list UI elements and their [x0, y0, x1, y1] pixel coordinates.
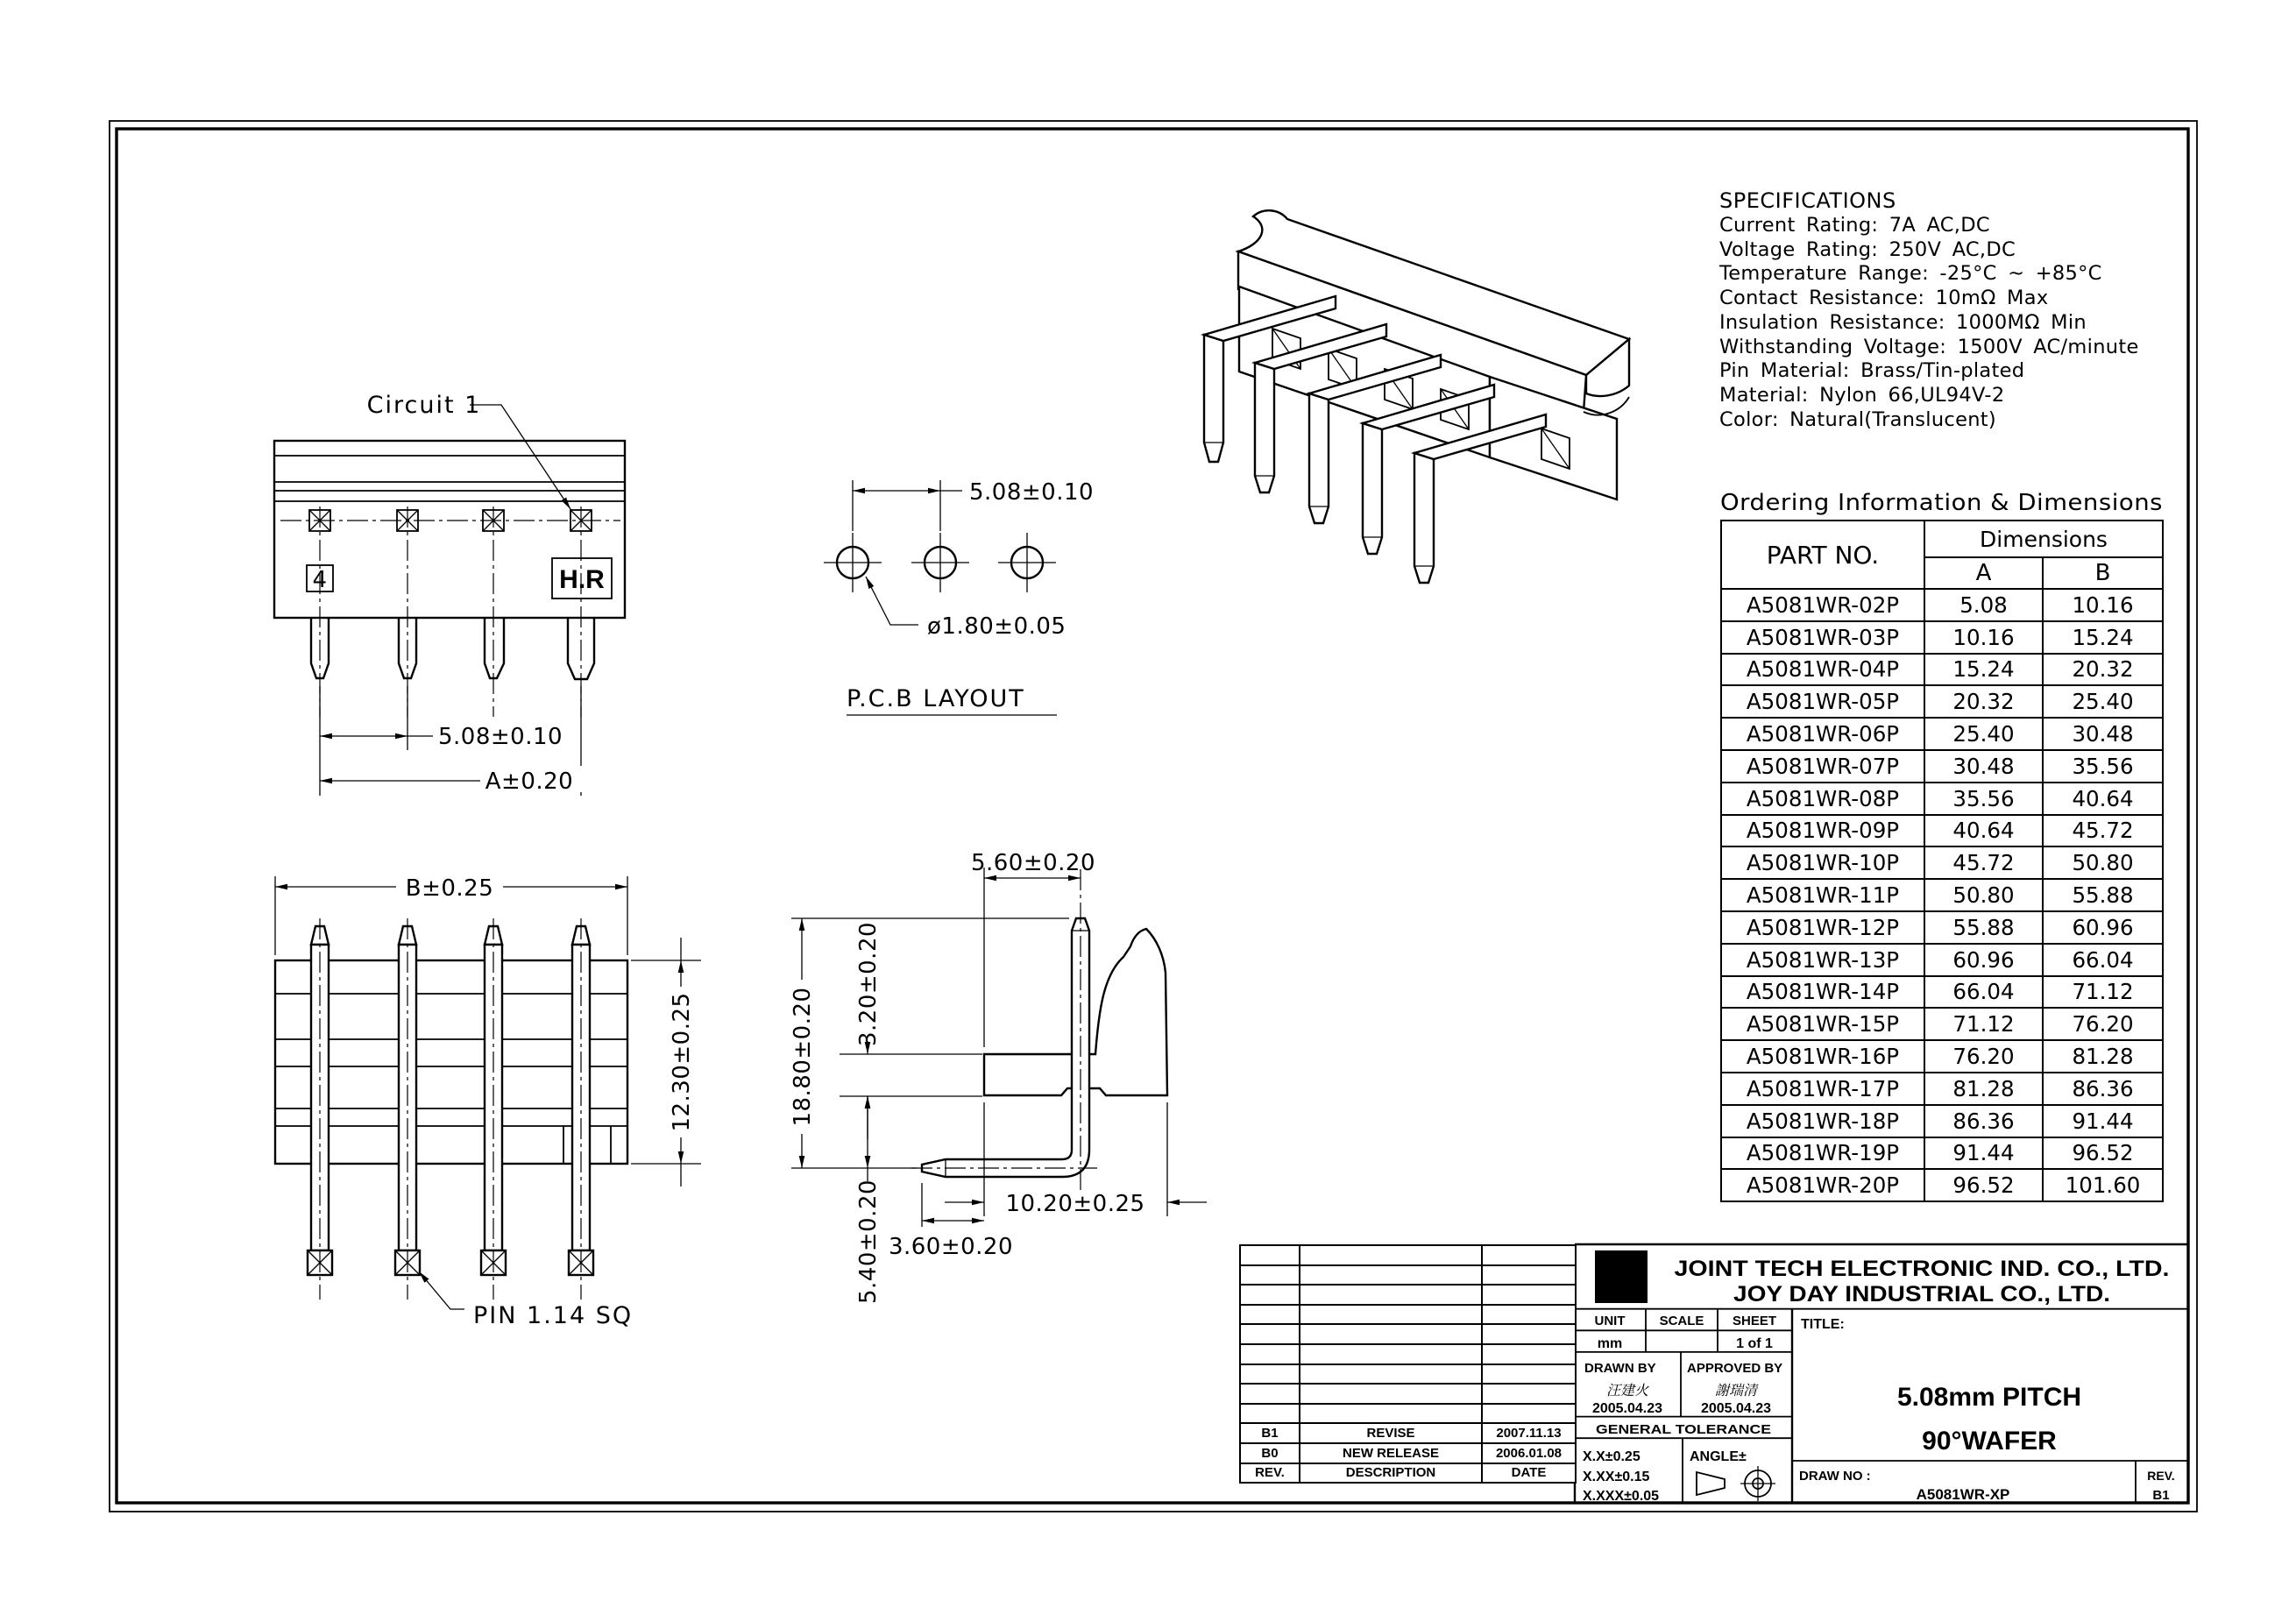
revision-date	[1482, 1245, 1576, 1265]
part-row	[1721, 1169, 2163, 1201]
revision-date: DATE	[1482, 1463, 1576, 1484]
spec-line: Withstanding Voltage: 1500V AC/minute	[1719, 335, 2139, 358]
revision-date	[1482, 1305, 1576, 1325]
dim-a-value: 50.80	[1924, 879, 2043, 911]
position-number: 4	[312, 567, 328, 593]
part-number: A5081WR-08P	[1721, 783, 1924, 815]
dim-a-value: 76.20	[1924, 1040, 2043, 1073]
revision-rev	[1240, 1344, 1300, 1364]
part-row	[1721, 750, 2163, 783]
revision-date	[1482, 1324, 1576, 1344]
drawn-by-label: DRAWN BY	[1584, 1361, 1656, 1376]
part-number: A5081WR-12P	[1721, 911, 1924, 944]
revision-date: 2007.11.13	[1482, 1423, 1576, 1443]
dim-b-value: 71.12	[2043, 976, 2163, 1009]
dim-b-value: 45.72	[2043, 815, 2163, 847]
part-number: A5081WR-14P	[1721, 976, 1924, 1009]
dim-b-value: 96.52	[2043, 1137, 2163, 1170]
part-number: A5081WR-02P	[1721, 589, 1924, 621]
dim-b-value: 40.64	[2043, 783, 2163, 815]
side-pin	[922, 918, 1089, 1177]
title-block	[1575, 1244, 2188, 1504]
pcb-dim-pitch: 5.08±0.10	[969, 479, 1095, 506]
dim-overall-height: 18.80±0.20	[790, 987, 816, 1127]
revision-row	[1240, 1285, 1576, 1305]
dim-a-value: 5.08	[1924, 589, 2043, 621]
dim-b-value: 50.80	[2043, 846, 2163, 879]
pcb-dim-hole: ø1.80±0.05	[927, 613, 1067, 640]
revision-date	[1482, 1344, 1576, 1364]
dim-overall: A±0.20	[485, 769, 574, 795]
dim-a-value: 91.44	[1924, 1137, 2043, 1170]
dim-a-value: 15.24	[1924, 654, 2043, 686]
revision-date	[1482, 1404, 1576, 1424]
revision-row	[1240, 1443, 1576, 1463]
unit-label: UNIT	[1594, 1314, 1626, 1328]
circuit-label: Circuit 1	[366, 392, 482, 419]
pcb-layout-view	[824, 479, 1094, 715]
revision-row	[1240, 1344, 1576, 1364]
part-number: A5081WR-13P	[1721, 944, 1924, 976]
part-row	[1721, 944, 2163, 976]
revision-row	[1240, 1423, 1576, 1443]
revision-rev	[1240, 1404, 1300, 1424]
dim-a-value: 60.96	[1924, 944, 2043, 976]
revision-description	[1300, 1324, 1482, 1344]
revision-rev: B1	[1240, 1423, 1300, 1443]
hr-brand-mark: H.R	[559, 565, 605, 594]
col-b-header: B	[2043, 557, 2163, 589]
revision-rev	[1240, 1364, 1300, 1385]
spec-line: Temperature Range: -25°C ~ +85°C	[1719, 262, 2102, 286]
front-view	[274, 392, 625, 796]
dim-pin-below-body: 5.40±0.20	[855, 1179, 882, 1305]
part-row	[1721, 685, 2163, 718]
dim-a-value: 30.48	[1924, 750, 2043, 783]
approved-by-date: 2005.04.23	[1700, 1401, 1772, 1416]
pin	[485, 618, 504, 678]
circuit-leader	[470, 405, 570, 509]
spec-line: Color: Natural(Translucent)	[1719, 407, 1996, 431]
dim-a-value: 81.28	[1924, 1073, 2043, 1105]
sheet-label: SHEET	[1732, 1314, 1777, 1328]
part-number: A5081WR-11P	[1721, 879, 1924, 911]
part-number: A5081WR-17P	[1721, 1073, 1924, 1105]
part-row	[1721, 1040, 2163, 1073]
dim-a-value: 96.52	[1924, 1169, 2043, 1201]
dim-b-value: 55.88	[2043, 879, 2163, 911]
iso-view	[1204, 210, 1629, 583]
pin-note-leader	[419, 1271, 464, 1309]
part-row	[1721, 589, 2163, 621]
revision-date	[1482, 1384, 1576, 1404]
revision-date	[1482, 1285, 1576, 1305]
part-row	[1721, 1008, 2163, 1040]
part-row	[1721, 1105, 2163, 1137]
spec-lines	[1719, 214, 2139, 432]
rev-value: B1	[2152, 1488, 2170, 1503]
dim-a-value: 45.72	[1924, 846, 2043, 879]
side-view	[787, 850, 1207, 1304]
part-row	[1721, 911, 2163, 944]
dim-pin-top: 5.60±0.20	[970, 850, 1096, 876]
revision-description: NEW RELEASE	[1300, 1443, 1482, 1463]
dim-b-value: 15.24	[2043, 621, 2163, 654]
company-logo-text: HR	[1602, 1264, 1641, 1293]
dim-a-value: 10.16	[1924, 621, 2043, 654]
revision-description	[1300, 1384, 1482, 1404]
dim-a-value: 86.36	[1924, 1105, 2043, 1137]
spec-line: Material: Nylon 66,UL94V-2	[1719, 383, 2005, 407]
dim-b-value: 25.40	[2043, 685, 2163, 718]
revision-row	[1240, 1245, 1576, 1265]
scale-label: SCALE	[1659, 1314, 1704, 1328]
part-number: A5081WR-07P	[1721, 750, 1924, 783]
revision-description	[1300, 1404, 1482, 1424]
rev-label: REV.	[2147, 1469, 2175, 1483]
revision-row	[1240, 1364, 1576, 1385]
part-row	[1721, 976, 2163, 1009]
dim-b-value: 60.96	[2043, 911, 2163, 944]
revision-description: DESCRIPTION	[1300, 1463, 1482, 1484]
revision-rev	[1240, 1384, 1300, 1404]
spec-line: Contact Resistance: 10mΩ Max	[1719, 287, 2049, 310]
third-angle-projection-icon	[1697, 1466, 1775, 1501]
spec-line: Insulation Resistance: 1000MΩ Min	[1719, 310, 2087, 334]
revision-description: REVISE	[1300, 1423, 1482, 1443]
dim-width: B±0.25	[405, 875, 494, 902]
part-number: A5081WR-03P	[1721, 621, 1924, 654]
part-no-header: PART NO.	[1721, 521, 1924, 589]
top-view	[275, 873, 701, 1329]
part-row	[1721, 1073, 2163, 1105]
drawn-by-signature: 汪建火	[1605, 1382, 1649, 1399]
company-name-1: JOINT TECH ELECTRONIC IND. CO., LTD.	[1674, 1257, 2170, 1281]
dim-body-thickness: 3.20±0.20	[855, 921, 882, 1047]
dim-b-value: 101.60	[2043, 1169, 2163, 1201]
dim-a-value: 20.32	[1924, 685, 2043, 718]
tolerance-1: X.X±0.25	[1583, 1449, 1641, 1464]
part-row	[1721, 621, 2163, 654]
revision-description	[1300, 1245, 1482, 1265]
part-row	[1721, 1137, 2163, 1170]
dim-b-value: 30.48	[2043, 718, 2163, 750]
part-number: A5081WR-05P	[1721, 685, 1924, 718]
revision-rev: B0	[1240, 1443, 1300, 1463]
revision-rev	[1240, 1265, 1300, 1286]
angle-label: ANGLE±	[1690, 1449, 1747, 1464]
hole-leader	[866, 577, 918, 625]
spec-line: Voltage Rating: 250V AC,DC	[1719, 237, 2016, 261]
col-a-header: A	[1924, 557, 2043, 589]
revision-date	[1482, 1364, 1576, 1385]
dimensions-header: Dimensions	[1924, 521, 2163, 557]
dim-b-value: 81.28	[2043, 1040, 2163, 1073]
part-row	[1721, 879, 2163, 911]
dim-pitch: 5.08±0.10	[438, 724, 563, 750]
part-row	[1721, 846, 2163, 879]
part-number: A5081WR-09P	[1721, 815, 1924, 847]
revision-date	[1482, 1265, 1576, 1286]
dim-b-value: 66.04	[2043, 944, 2163, 976]
revision-description	[1300, 1364, 1482, 1385]
dim-height: 12.30±0.25	[669, 992, 695, 1132]
dim-b-value: 10.16	[2043, 589, 2163, 621]
dim-a-value: 25.40	[1924, 718, 2043, 750]
pcb-layout-label: P.C.B LAYOUT	[847, 685, 1025, 712]
revision-rev	[1240, 1324, 1300, 1344]
approved-by-signature: 謝瑞清	[1714, 1382, 1758, 1399]
dim-b-value: 91.44	[2043, 1105, 2163, 1137]
pin-note: PIN 1.14 SQ	[473, 1302, 634, 1329]
revision-row	[1240, 1305, 1576, 1325]
revision-table	[1239, 1244, 1577, 1484]
drawing-title-line2: 90°WAFER	[1922, 1427, 2057, 1456]
revision-rev	[1240, 1245, 1300, 1265]
dim-a-value: 40.64	[1924, 815, 2043, 847]
part-number: A5081WR-10P	[1721, 846, 1924, 879]
revision-description	[1300, 1265, 1482, 1286]
tolerance-2: X.XX±0.15	[1583, 1470, 1650, 1484]
spec-line: Pin Material: Brass/Tin-plated	[1719, 359, 2025, 383]
dim-b-value: 76.20	[2043, 1008, 2163, 1040]
general-tolerance-label: GENERAL TOLERANCE	[1596, 1422, 1771, 1437]
drawno-label: DRAW NO :	[1799, 1469, 1871, 1484]
part-number: A5081WR-04P	[1721, 654, 1924, 686]
dim-a-value: 66.04	[1924, 976, 2043, 1009]
dim-b-value: 86.36	[2043, 1073, 2163, 1105]
drawing-title-line1: 5.08mm PITCH	[1896, 1383, 2082, 1412]
part-number: A5081WR-20P	[1721, 1169, 1924, 1201]
revision-row	[1240, 1324, 1576, 1344]
ordering-title: Ordering Information & Dimensions	[1720, 490, 2163, 516]
unit-value: mm	[1597, 1336, 1623, 1351]
sheet-value: 1 of 1	[1736, 1336, 1773, 1351]
revision-description	[1300, 1344, 1482, 1364]
specifications-block	[1719, 188, 2139, 432]
drawn-by-date: 2005.04.23	[1591, 1401, 1663, 1416]
revision-row	[1240, 1384, 1576, 1404]
dim-b-value: 20.32	[2043, 654, 2163, 686]
revision-rev	[1240, 1285, 1300, 1305]
spec-line: Current Rating: 7A AC,DC	[1719, 214, 1990, 237]
revision-row	[1240, 1404, 1576, 1424]
revision-rev	[1240, 1305, 1300, 1325]
part-row	[1721, 718, 2163, 750]
revision-date: 2006.01.08	[1482, 1443, 1576, 1463]
tolerance-3: X.XXX±0.05	[1583, 1489, 1660, 1504]
ordering-table	[1720, 520, 2164, 1202]
part-number: A5081WR-06P	[1721, 718, 1924, 750]
part-number: A5081WR-18P	[1721, 1105, 1924, 1137]
dim-a-value: 71.12	[1924, 1008, 2043, 1040]
approved-by-label: APPROVED BY	[1687, 1361, 1783, 1376]
company-name-2: JOY DAY INDUSTRIAL CO., LTD.	[1733, 1282, 2110, 1307]
revision-description	[1300, 1305, 1482, 1325]
dim-pin-length: 10.20±0.25	[1005, 1191, 1145, 1217]
part-number: A5081WR-15P	[1721, 1008, 1924, 1040]
top-view-pins	[308, 926, 593, 1275]
revision-rev: REV.	[1240, 1463, 1300, 1484]
revision-row	[1240, 1265, 1576, 1286]
drawno-value: A5081WR-XP	[1916, 1486, 2010, 1503]
dim-b-value: 35.56	[2043, 750, 2163, 783]
part-number: A5081WR-16P	[1721, 1040, 1924, 1073]
dim-a-value: 35.56	[1924, 783, 2043, 815]
part-row	[1721, 815, 2163, 847]
part-row	[1721, 654, 2163, 686]
part-number: A5081WR-19P	[1721, 1137, 1924, 1170]
dim-tip-offset: 3.60±0.20	[888, 1234, 1014, 1260]
spec-title: SPECIFICATIONS	[1719, 188, 1896, 213]
part-row	[1721, 783, 2163, 815]
dim-a-value: 55.88	[1924, 911, 2043, 944]
revision-description	[1300, 1285, 1482, 1305]
title-label: TITLE:	[1801, 1317, 1845, 1332]
revision-row	[1240, 1463, 1576, 1484]
